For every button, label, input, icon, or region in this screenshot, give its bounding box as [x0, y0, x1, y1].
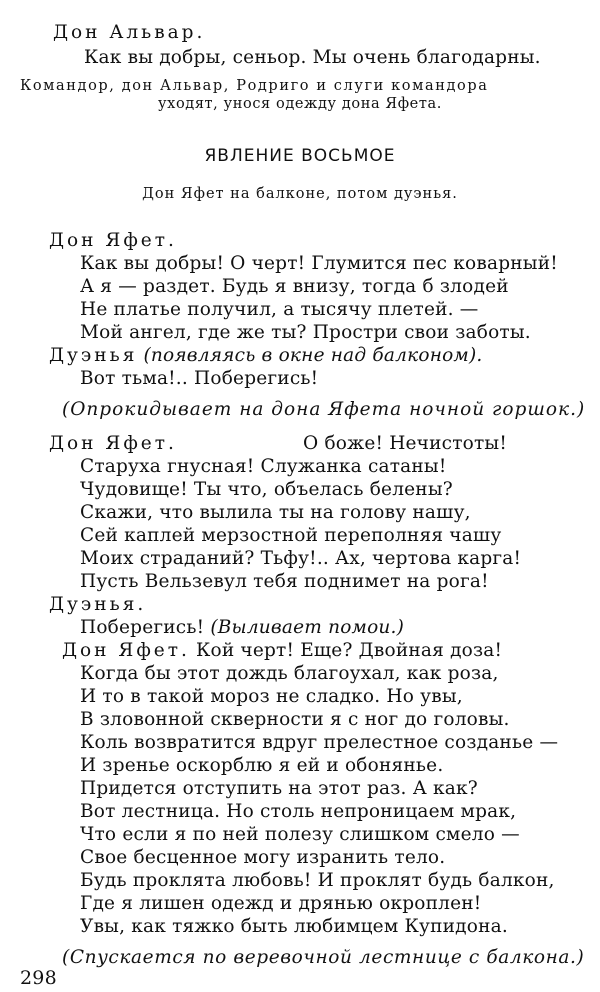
speaker-don-yafet: Дон Яфет. [62, 640, 190, 661]
speaker-don-yafet: Дон Яфет. [49, 433, 177, 454]
verse-line: Не платье получил, а тысячу плетей. — [80, 299, 479, 320]
stage-direction: уходят, унося одежду дона Яфета. [158, 96, 442, 112]
verse-line: Придется отступить на этот раз. А как? [80, 778, 478, 799]
speaker-don-yafet: Дон Яфет. [49, 230, 177, 251]
verse-line: Коль возвратится вдруг прелестное созданье — [80, 732, 559, 753]
verse-line: Мой ангел, где же ты? Простри свои заботы. [80, 322, 531, 343]
speaker-duenna: Дуэнья [49, 345, 138, 366]
stage-direction: Командор, дон Альвар, Родриго и слуги командора [20, 78, 489, 94]
verse-line: А я — раздет. Будь я внизу, тогда б злодей [80, 276, 509, 297]
verse-line: Моих страданий? Тьфу!.. Ах, чертова карга! [80, 548, 522, 569]
verse-line: Как вы добры! О черт! Глумится пес коварный! [80, 253, 558, 274]
page-number: 298 [20, 967, 57, 989]
verse-line: Кой черт! Еще? Двойная доза! [195, 640, 503, 661]
speaker-don-alvar: Дон Альвар. [53, 22, 206, 43]
verse-line: Сей каплей мерзостной переполняя чашу [80, 525, 502, 546]
verse-line: Увы, как тяжко быть любимцем Купидона. [80, 916, 508, 937]
verse-line: В зловонной скверности я с ног до головы. [80, 709, 510, 730]
verse-line: Что если я по ней полезу слишком смело — [80, 824, 520, 845]
duenna-speech-header [49, 345, 482, 367]
verse-line: О боже! Нечистоты! [303, 433, 507, 454]
dialogue-line: Как вы добры, сеньор. Мы очень благодарны. [84, 47, 541, 68]
inline-stage-direction: (появляясь в окне над балконом). [143, 345, 483, 366]
verse-line: И то в такой мороз не сладко. Но увы, [80, 686, 463, 707]
verse-line: Где я лишен одежд и дрянью окроплен! [80, 893, 482, 914]
verse-line: И зренье оскорблю я ей и обонянье. [80, 755, 444, 776]
verse-line: Поберегись! [80, 617, 205, 638]
stage-direction: (Спускается по веревочной лестнице с балкона.) [62, 947, 585, 968]
verse-line: Свое бесценное могу изранить тело. [80, 847, 446, 868]
duenna-line [80, 617, 404, 639]
verse-line: Старуха гнусная! Служанка сатаны! [80, 456, 447, 477]
verse-line: Вот тьма!.. Поберегись! [80, 368, 319, 389]
verse-line: Вот лестница. Но столь непроницаем мрак, [80, 801, 517, 822]
scene-setting: Дон Яфет на балконе, потом дуэнья. [142, 186, 458, 202]
verse-line: Когда бы этот дождь благоухал, как роза, [80, 663, 499, 684]
speaker-duenna: Дуэнья. [49, 594, 147, 615]
verse-line: Пусть Вельзевул тебя поднимет на рога! [80, 571, 489, 592]
verse-line: Будь проклята любовь! И проклят будь балкон, [80, 870, 555, 891]
verse-line: Чудовище! Ты что, объелась белены? [80, 479, 453, 500]
yafet-first-line [62, 640, 502, 662]
verse-line: Скажи, что вылила ты на голову нашу, [80, 502, 471, 523]
stage-direction: (Опрокидывает на дона Яфета ночной горшок.) [62, 399, 586, 420]
scene-title: ЯВЛЕНИЕ ВОСЬМОЕ [204, 146, 396, 166]
inline-stage-direction: (Выливает помои.) [210, 617, 405, 638]
